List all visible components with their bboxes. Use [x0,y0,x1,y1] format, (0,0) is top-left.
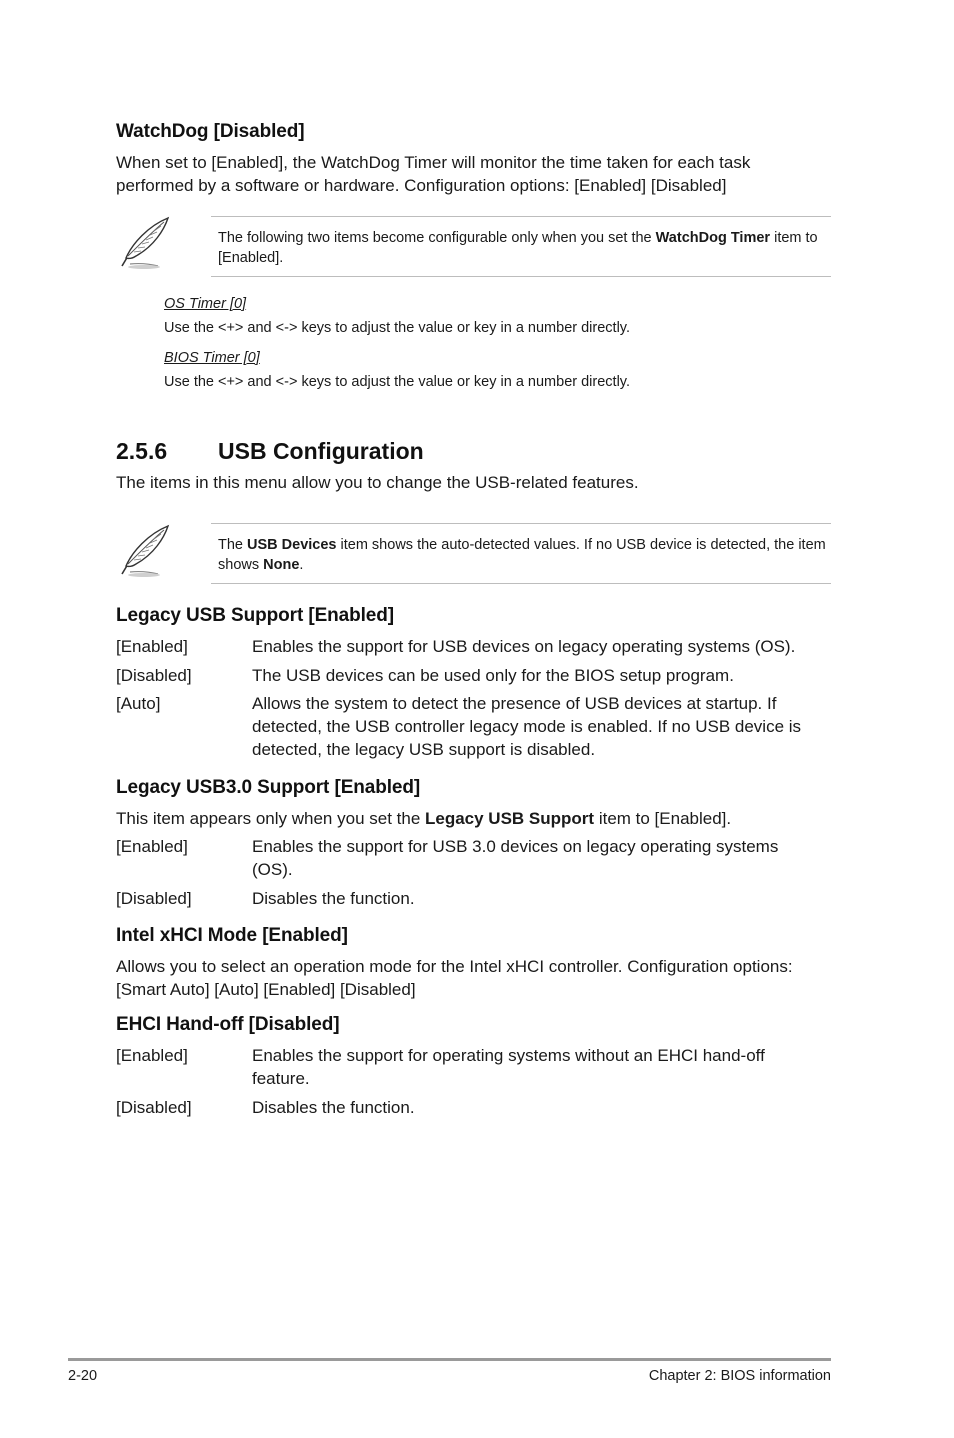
option-desc: Enables the support for USB 3.0 devices on legacy operating systems (OS). [252,837,779,879]
option-desc: Disables the function. [252,889,415,908]
bios-timer-body: Use the <+> and <-> keys to adjust the value or key in a number directly. [164,374,631,390]
legacy-usb3-title: Legacy USB3.0 Support [Enabled] [116,777,421,798]
xhci-body: Allows you to select an operation mode for the Intel xHCI controller. Configuration options: [Smart Auto] [Auto] [Enabled] [Disabled] [116,957,793,999]
note-bold: None [263,557,300,573]
option-label: [Enabled] [116,837,188,856]
quill-pen-icon [114,522,172,578]
note-top-rule [211,523,831,524]
section-title: USB Configuration [218,438,424,464]
xhci-title: Intel xHCI Mode [Enabled] [116,925,348,946]
option-label: [Disabled] [116,666,192,685]
legacy-usb-title: Legacy USB Support [Enabled] [116,605,395,626]
ehci-title: EHCI Hand-off [Disabled] [116,1014,340,1035]
option-desc: Allows the system to detect the presence of USB devices at startup. If detected, the USB controller legacy mode is enabled. If no USB device is detected, the legacy USB support is disabled. [252,694,802,759]
intro-bold: Legacy USB Support [425,809,595,828]
chapter-title: Chapter 2: BIOS information [648,1368,831,1384]
note-bottom-rule [211,276,831,277]
note-top-rule [211,216,831,217]
footer-rule [68,1358,831,1361]
watchdog-note [218,228,830,268]
legacy-usb3-intro [116,807,731,830]
option-label: [Enabled] [116,1046,188,1065]
watchdog-body: When set to [Enabled], the WatchDog Timer will monitor the time taken for each task performed by a software or hardware. Configuration options: [Enabled] [Disabled] [116,153,751,195]
note-text: The [218,537,248,553]
section-intro: The items in this menu allow you to change the USB-related features. [116,473,639,492]
intro-text: This item appears only when you set the [116,809,425,828]
option-desc: Disables the function. [252,1098,415,1117]
usb-devices-note [218,535,830,575]
section-number: 2.5.6 [116,438,168,464]
option-label: [Auto] [116,694,161,713]
os-timer-body: Use the <+> and <-> keys to adjust the value or key in a number directly. [164,320,631,336]
watchdog-title: WatchDog [Disabled] [116,121,305,142]
option-label: [Disabled] [116,1098,192,1117]
note-bold: USB Devices [247,537,337,553]
bios-timer-title: BIOS Timer [0] [164,350,260,366]
option-label: [Enabled] [116,637,188,656]
option-desc: Enables the support for USB devices on legacy operating systems (OS). [252,637,796,656]
note-text: item shows the auto-detected values. If no USB device is detected, the item shows [218,537,826,573]
note-text: item to [Enabled]. [218,230,818,266]
note-bold: WatchDog Timer [655,230,771,246]
note-text: The following two items become configurable only when you set the [218,230,656,246]
note-bottom-rule [211,583,831,584]
page-number: 2-20 [68,1368,98,1384]
option-desc: The USB devices can be used only for the BIOS setup program. [252,666,734,685]
option-desc: Enables the support for operating systems without an EHCI hand-off feature. [252,1046,765,1088]
note-text: . [299,557,304,573]
quill-pen-icon [114,214,172,270]
option-label: [Disabled] [116,889,192,908]
os-timer-title: OS Timer [0] [164,296,247,312]
intro-text: item to [Enabled]. [594,809,732,828]
